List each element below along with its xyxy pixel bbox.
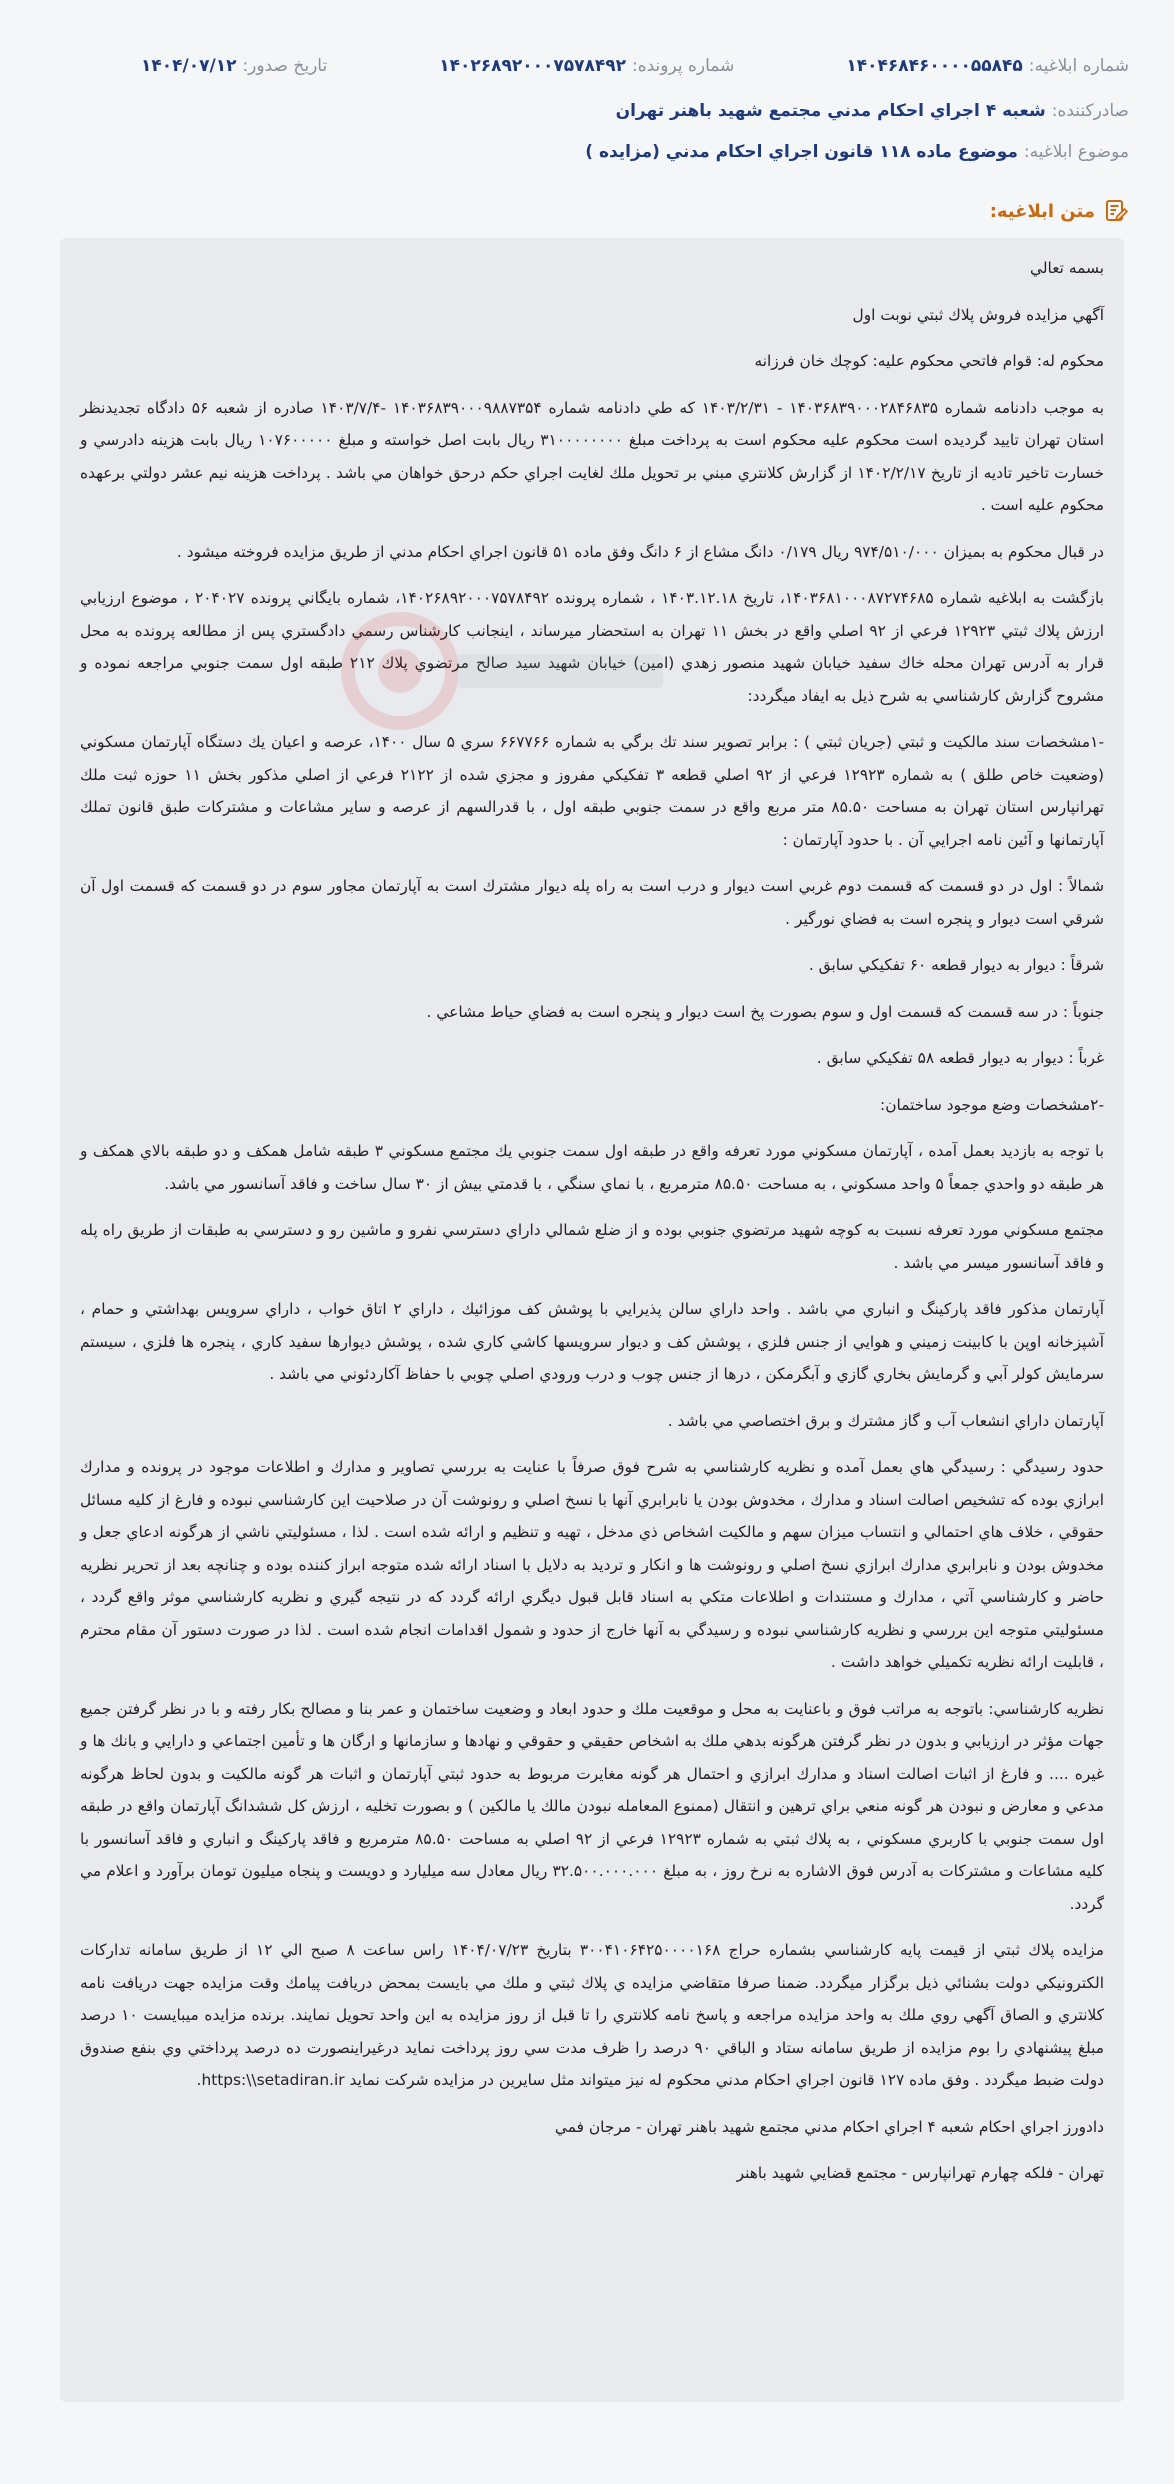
notice-number-label: شماره ابلاغيه:	[1028, 56, 1129, 76]
notice-text-title: متن ابلاغیه:	[989, 200, 1095, 222]
issue-date-label: تاريخ صدور:	[242, 56, 328, 76]
notice-meta-row	[45, 56, 1129, 76]
issuer-label: صادرکننده:	[1051, 101, 1129, 121]
case-number-group	[439, 56, 734, 76]
building-status-heading: -۲مشخصات وضع موجود ساختمان:	[880, 1095, 1104, 1114]
parties-paragraph: محكوم له: قوام فاتحي محكوم عليه: كوچك خان فرزانه	[754, 352, 1104, 370]
subject-label: موضوع ابلاغیه:	[1023, 142, 1129, 162]
issue-date-group	[141, 56, 327, 76]
case-number-label: شماره پرونده:	[631, 56, 735, 76]
notice-number-group	[846, 56, 1129, 76]
sale-share-paragraph: در قبال محكوم به بميزان ۹۷۴/۵۱۰/۰۰۰ ريال ۰/۱۷۹ دانگ مشاع از ۶ دانگ وفق ماده ۵۱ قانون اجراي احكام مدني از طريق مزايده فروخته ميشود .	[176, 542, 1104, 561]
signatory-paragraph: دادورز اجراي احكام شعبه ۴ اجراي احكام مدني مجتمع شهيد باهنر تهران - مرجان فمي	[554, 2117, 1104, 2136]
north-boundary-paragraph: شمالاً : اول در دو قسمت كه قسمت دوم غربي است ديوار و درب است به راه پله ديوار مشترك است به آپارتمان مجاور سوم در دو قسمت كه قسمت اول آن شرقي است ديوار و پنجره است به فضاي نورگير .	[80, 877, 1104, 928]
case-number: ۱۴۰۲۶۸۹۲۰۰۰۷۵۷۸۴۹۲	[439, 56, 626, 76]
subject-row	[45, 142, 1129, 162]
east-boundary-paragraph: شرقاً : ديوار به ديوار قطعه ۶۰ تفكيكي سابق .	[808, 956, 1104, 974]
expert-opinion-paragraph: نظريه كارشناسي: باتوجه به مراتب فوق و باعنايت به محل و موقعيت ملك و حدود ابعاد و وضعيت ساختمان و عمر بنا و مصالح بكار رفته و با در نظر گرفتن جميع جهات مؤثر در ارزيابي و بدون در نظر گرفتن هرگونه بدهي ملك به اشخاص حقيقي و حقوقي و نهادها و سازمانها و ارگان ها و تأمين اجتماعي و دارايي و بانك ها و غيره .... و فارغ از اثبات اصالت اسناد و مدارك ابرازي و احتمال هر گونه مغايرت مربوط به حدود ثبتي آپارتمان و اثبات هر گونه مالكيت و بدون لحاظ هرگونه مدعي و معارض و نبودن هر گونه منعي براي ترهين و انتقال (ممنوع المعامله نبودن مالك يا مالكين ) و بصورت تخليه ، ارزش كل ششدانگ آپارتمان واقع در طبقه اول سمت جنوبي با كاربري مسكوني ، به پلاك ثبتي به شماره ۱۲۹۲۳ فرعي از ۹۲ اصلي به مساحت ۸۵.۵۰ مترمربع و فاقد پاركينگ و انباري و فاقد آسانسور با كليه مشاعات و مشتركات به آدرس فوق الاشاره به نرخ روز ، به مبلغ ۳۲.۵۰۰.۰۰۰.۰۰۰ ريال معادل سه ميليارد و دويست و پنجاه ميليون تومان برآورد و اعلام مي گردد.	[80, 1699, 1104, 1913]
subject-value: موضوع ماده ۱۱۸ قانون اجراي احكام مدني (مزايده )	[585, 142, 1018, 162]
notice-text-heading	[990, 198, 1129, 224]
greeting-paragraph: بسمه تعالي	[1030, 259, 1104, 277]
document-edit-icon	[1103, 198, 1129, 224]
issue-date: ۱۴۰۴/۰۷/۱۲	[141, 56, 237, 76]
west-boundary-paragraph: غرباً : ديوار به ديوار قطعه ۵۸ تفكيكي سابق .	[816, 1049, 1104, 1067]
expert-referral-paragraph: بازگشت به ابلاغيه شماره ۱۴۰۳۶۸۱۰۰۰۸۷۲۷۴۶۸۵، تاريخ ۱۴۰۳.۱۲.۱۸ ، شماره پرونده ۱۴۰۲۶۸۹۲۰۰۰۷۵۷۸۴۹۲، شماره بايگاني پرونده ۲۰۴۰۲۷ ، موضوع ارزيابي ارزش پلاك ثبتي ۱۲۹۲۳ فرعي از ۹۲ اصلي واقع در بخش ۱۱ تهران به استحضار ميرساند ، اينجانب كارشناس رسمي دادگستري پس از مطالعه پرونده به محل قرار به آدرس تهران محله خاك سفيد خيابان شهيد منصور زهدي (امين) خيابان شهيد سيد صالح مرتضوي پلاك ۲۱۲ طبقه اول سمت جنوبي مراجعه نموده و مشروح گزارش كارشناسي به شرح ذيل به ايفاد ميگردد:	[80, 589, 1104, 705]
issuer-row	[45, 101, 1129, 121]
south-boundary-paragraph: جنوباً : در سه قسمت كه قسمت اول و سوم بصورت پخ است ديوار و پنجره است به فضاي حياط مشاعي .	[426, 1002, 1104, 1021]
building-visit-paragraph: با توجه به بازديد بعمل آمده ، آپارتمان مسكوني مورد تعرفه واقع در طبقه اول سمت جنوبي يك مجتمع مسكوني ۳ طبقه شامل همكف و دو طبقه بالاي همكف و هر طبقه دو واحدي جمعاً ۵ واحد مسكوني ، به مساحت ۸۵.۵۰ مترمربع ، با نماي سنگي ، با قدمتي بيش از ۳۰ سال ساخت و فاقد آسانسور مي باشد.	[80, 1142, 1104, 1193]
deed-specs-paragraph: -۱مشخصات سند مالكيت و ثبتي (جريان ثبتي ) : برابر تصوير سند تك برگي به شماره ۶۶۷۷۶۶ سري ۵ سال ۱۴۰۰، عرصه و اعيان يك دستگاه آپارتمان مسكوني (وضعيت خاص طلق ) به شماره ۱۲۹۲۳ فرعي از ۹۲ اصلي قطعه ۳ تفكيكي مفروز و مجزي شده از ۲۱۲۲ فرعي از اصلي مذكور بخش ۱۱ حوزه ثبت ملك تهرانپارس استان تهران به مساحت ۸۵.۵۰ متر مربع واقع در سمت جنوبي طبقه اول ، با قدرالسهم از عرصه و ساير مشاعات و مشتركات طبق قانون تملك آپارتمانها و آئين نامه اجرايي آن . با حدود آپارتمان :	[80, 733, 1105, 849]
apartment-features-paragraph: آپارتمان مذكور فاقد پاركينگ و انباري مي باشد . واحد داراي سالن پذيرايي با پوشش كف موزائيك ، داراي ۲ اتاق خواب ، داراي سرويس بهداشتي و حمام ، آشپزخانه اوپن با كابينت زميني و هوايي از جنس فلزي ، پوشش كف و ديوار سرويسها كاشي كاري شده ، پوشش ديوارها سفيد كاري ، پنجره ها فلزي ، سيستم سرمايش كولر آبي و گرمايش بخاري گازي و آبگرمكن ، درها از جنس چوب و درب ورودي اصلي چوبي با حفاظ آكاردئوني مي باشد .	[80, 1300, 1104, 1383]
address-paragraph: تهران - فلكه چهارم تهرانپارس - مجتمع قضايي شهيد باهنر	[736, 2164, 1104, 2182]
verdict-paragraph: به موجب دادنامه شماره ۱۴۰۳۶۸۳۹۰۰۰۲۸۴۶۸۳۵ - ۱۴۰۳/۲/۳۱ كه طي دادنامه شماره ۱۴۰۳۶۸۳۹۰۰۰۹۸۸۷۳۵۴ -۱۴۰۳/۷/۴ صادره از شعبه ۵۶ دادگاه تجديدنظر استان تهران تاييد گرديده است محكوم عليه محكوم است به پرداخت مبلغ ۳۱۰۰۰۰۰۰۰۰ ريال بابت اصل خواسته و مبلغ ۱۰۷۶۰۰۰۰۰ ريال بابت هزينه دادرسي و خسارت تاخير تاديه از تاريخ ۱۴۰۲/۲/۱۷ از گزارش كلانتري مبني بر تحويل ملك لغايت اجراي حكم درحق خواهان مي باشد . پرداخت هزينه نيم عشر دولتي برعهده محكوم عليه است .	[80, 398, 1105, 514]
auction-terms-paragraph: مزايده پلاك ثبتي از قيمت پايه كارشناسي بشماره حراج ۳۰۰۴۱۰۶۴۲۵۰۰۰۰۱۶۸ بتاريخ ۱۴۰۴/۰۷/۲۳ راس ساعت ۸ صبح الي ۱۲ از طريق سامانه تداركات الكترونيكي دولت بشنائي ذيل برگزار ميگردد. ضمنا صرفا متقاضي مزايده ي پلاك ثبتي و ملك مي بايست بمحض دريافت پيامك وقت مزايده جهت دريافت نامه كلانتري و الصاق آگهي روي ملك به واحد مزايده مراجعه و پاسخ نامه كلانتري را تا قبل از روز مزايده به اين واحد تحويل نمايند. برنده مزايده ميبايست ۱۰ درصد مبلغ پيشنهادي را بوم مزايده از طريق سامانه ستاد و الباقي ۹۰ درصد را ظرف مدت سي روز پرداخت نمايد درغيراينصورت ده درصد پرداختي وي بنفع صندوق دولت ضبط ميگردد . وفق ماده ۱۲۷ قانون اجراي احكام مدني محكوم له نيز ميتواند مثل سايرين در مزايده شركت نمايد https:\\setadiran.ir.	[80, 1941, 1104, 2089]
utilities-paragraph: آپارتمان داراي انشعاب آب و گاز مشترك و برق اختصاصي مي باشد .	[667, 1411, 1104, 1430]
auction-title-paragraph: آگهي مزايده فروش پلاك ثبتي نوبت اول	[852, 305, 1104, 324]
notice-number: ۱۴۰۴۶۸۴۶۰۰۰۰۵۵۸۴۵	[846, 56, 1023, 76]
building-access-paragraph: مجتمع مسكوني مورد تعرفه نسبت به كوچه شهيد مرتضوي جنوبي بوده و از ضلع شمالي داراي دسترسي نفرو و ماشين رو و دسترسي به طبقات از طريق راه پله و فاقد آسانسور ميسر مي باشد .	[80, 1221, 1104, 1272]
notice-body	[60, 238, 1124, 2402]
review-scope-paragraph: حدود رسيدگي : رسيدگي هاي بعمل آمده و نظريه كارشناسي به شرح فوق صرفاً با عنايت به بررسي تصاوير و مدارك و اطلاعات موجود در پرونده و مدارك ابرازي بوده كه تشخيص اصالت اسناد و مدارك ، مخدوش بودن يا نابرابري آنها با نسخ اصلي و رونوشت آن در صلاحيت اين كارشناسي نبوده و فارغ از كليه مسائل حقوقي ، خلاف هاي احتمالي و انتساب ميزان سهم و مالكيت اشخاص ذي مدخل ، تهيه و تنظيم و ارائه شده است . لذا ، مسئوليتي ناشي از هرگونه ادعاي جعل و مخدوش بودن و نابرابري مدارك ابرازي نسخ اصلي و رونوشت ها و انكار و ترديد به دلايل با اسناد ارائه شده متوجه ابراز كننده بوده و چنانچه بعد از تحرير نظريه حاضر و كارشناسي آتي ، مدارك و مستندات و اطلاعات متكي به اسناد قابل قبول ديگري ارائه گردد كه در نتيجه گيري و نظريه كارشناسي موثر واقع گردد ، مسئوليتي متوجه اين بررسي و نظريه كارشناسي نبوده و رسيدگي به آنها خارج از حدود و شمول اقدامات انجام شده است . لذا در صورت دستور آن مقام محترم ، قابليت ارائه نظريه تكميلي خواهد داشت .	[80, 1458, 1104, 1671]
issuer-value: شعبه ۴ اجراي احكام مدني مجتمع شهيد باهنر تهران	[615, 101, 1046, 121]
